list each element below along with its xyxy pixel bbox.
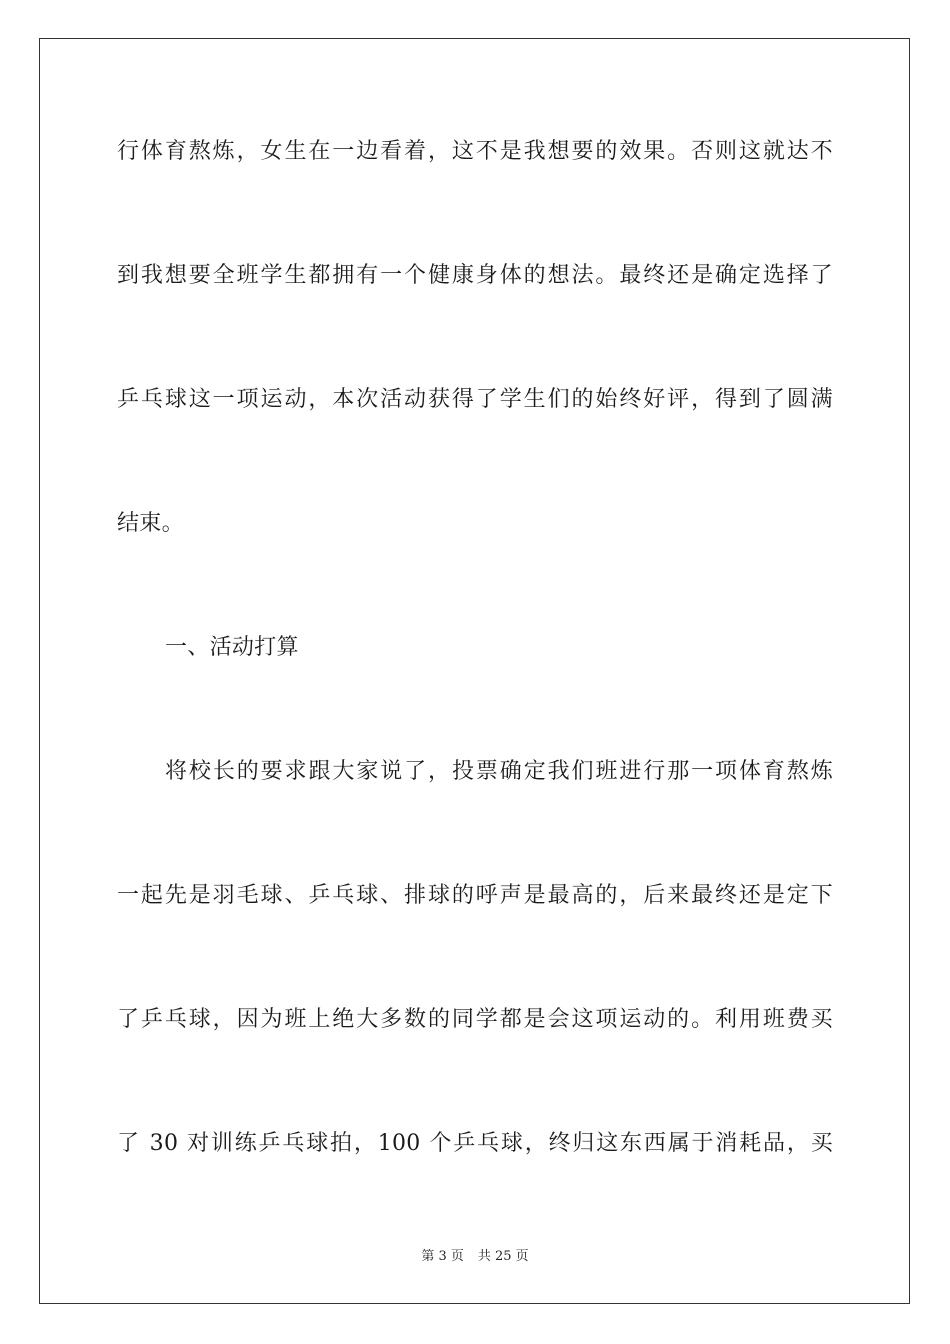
- body-line-1: 行体育熬炼，女生在一边看着，这不是我想要的效果。否则这就达不: [117, 139, 833, 164]
- body-line-2: 到我想要全班学生都拥有一个健康身体的想法。最终还是确定选择了: [117, 263, 833, 288]
- body-line-6: 将校长的要求跟大家说了，投票确定我们班进行那一项体育熬炼: [165, 759, 833, 784]
- body-line-4: 结束。: [117, 511, 184, 536]
- section-heading: 一、活动打算: [165, 635, 299, 660]
- page-frame: [39, 38, 910, 1304]
- body-line-8: 了乒乓球，因为班上绝大多数的同学都是会这项运动的。利用班费买: [117, 1007, 833, 1032]
- page-total: 共 25 页: [477, 1249, 529, 1264]
- page-footer: [0, 1248, 950, 1266]
- body-line-7: 一起先是羽毛球、乒乓球、排球的呼声是最高的，后来最终还是定下: [117, 883, 833, 908]
- body-line-3: 乒乓球这一项运动，本次活动获得了学生们的始终好评，得到了圆满: [117, 387, 833, 412]
- body-line-9: 了 30 对训练乒乓球拍，100 个乒乓球，终归这东西属于消耗品，买: [117, 1131, 833, 1156]
- page-number: 第 3 页: [421, 1249, 464, 1264]
